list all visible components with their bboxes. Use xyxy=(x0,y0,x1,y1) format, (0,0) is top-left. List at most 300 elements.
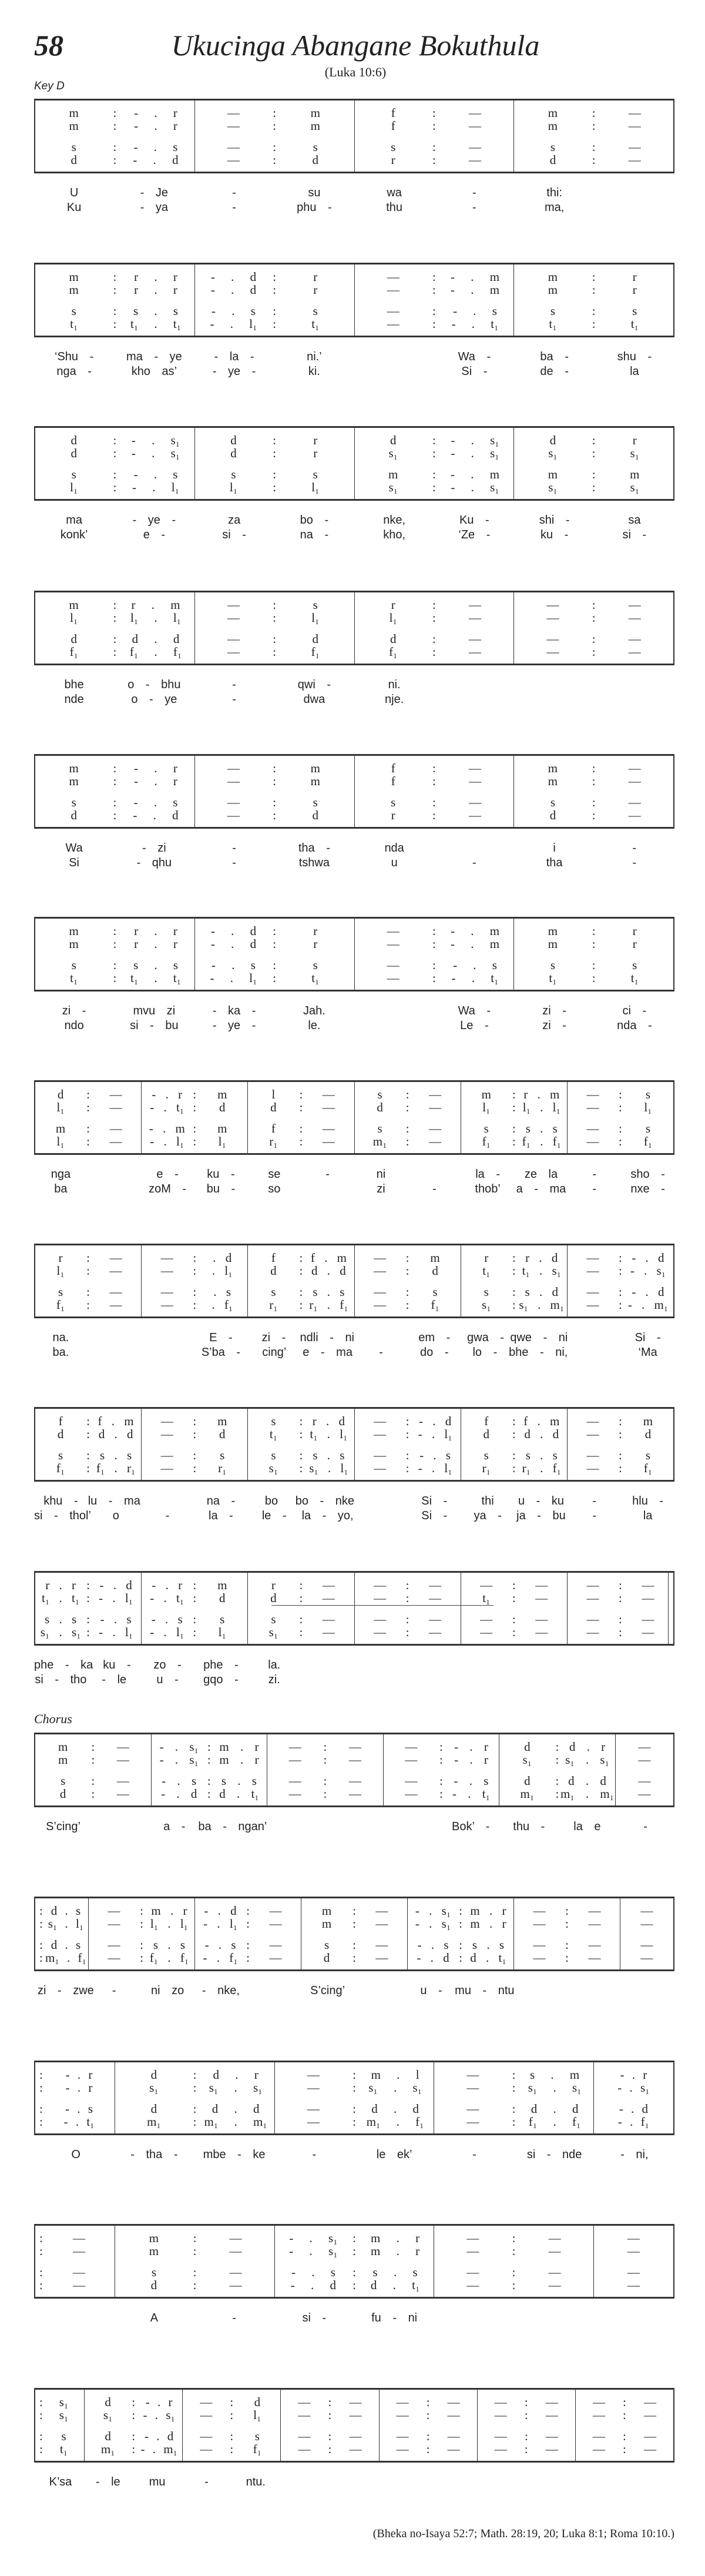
bass-part xyxy=(115,2115,274,2128)
beat-separator: : xyxy=(512,1100,516,1114)
bass-part xyxy=(355,1462,461,1475)
note-beat: r xyxy=(632,433,637,447)
beat-separator: : xyxy=(459,1938,462,1952)
beat-separator: : xyxy=(39,2081,43,2095)
lyric-syllables xyxy=(325,1819,383,1834)
note-beat: — xyxy=(592,2429,605,2443)
note-beat: — xyxy=(73,2278,86,2292)
note-beat: s xyxy=(151,2265,156,2279)
note-beat: d xyxy=(270,1100,277,1114)
note-beat: - . t₁ xyxy=(451,971,499,985)
beat-separator: : xyxy=(512,1134,516,1148)
note-beat: - . m xyxy=(450,270,500,284)
note-beat: - . m₁ xyxy=(140,2442,177,2456)
bass-part xyxy=(35,2115,115,2128)
beat-separator: : xyxy=(113,808,117,822)
note-beat: - . l₁ xyxy=(150,1134,184,1148)
note-beat: d . d xyxy=(132,632,180,646)
alto-part xyxy=(195,447,354,460)
lyric-syllables: ‘Shu - xyxy=(55,350,94,363)
note-beat: — xyxy=(533,1951,546,1965)
note-beat: — xyxy=(586,1448,599,1462)
bass-part xyxy=(35,1787,151,1800)
beat-separator: : xyxy=(86,1251,90,1265)
note-beat: m xyxy=(69,761,79,775)
note-beat: m xyxy=(217,1121,227,1135)
score-system xyxy=(34,1897,674,1997)
note-beat: s . s xyxy=(313,1448,345,1462)
alto-part xyxy=(514,611,673,624)
tenor-part xyxy=(355,1613,461,1626)
beat-separator: : xyxy=(512,2081,516,2095)
note-beat: - . t₁ xyxy=(150,1100,184,1114)
beat-separator: : xyxy=(113,632,117,646)
bass-part xyxy=(301,1951,407,1964)
note-beat: — xyxy=(628,632,641,646)
note-beat: d xyxy=(57,1427,64,1441)
note-beat: d xyxy=(524,1774,531,1788)
tenor-part xyxy=(152,1774,267,1787)
lyric-syllables: ba xyxy=(54,1183,68,1195)
note-beat: s₁ xyxy=(59,2395,69,2409)
lyric-syllables: - xyxy=(232,693,236,706)
note-beat: d . d xyxy=(212,2102,260,2116)
tenor-part xyxy=(195,959,354,972)
note-beat: d . t₁ xyxy=(470,1951,506,1965)
note-beat: - . r xyxy=(145,2395,173,2409)
lyric-measure xyxy=(568,1493,674,1509)
measure xyxy=(35,101,194,172)
lyric-measure xyxy=(34,364,194,379)
lyric-syllables xyxy=(595,677,674,692)
note-beat: s₁ xyxy=(548,446,558,460)
measure xyxy=(84,2390,182,2461)
beat-separator: : xyxy=(512,1591,516,1605)
lyric-syllables xyxy=(354,1672,408,1687)
alto-part xyxy=(35,119,194,132)
beat-separator: : xyxy=(619,1448,622,1462)
lyric-line-1 xyxy=(34,840,674,856)
note-beat: d xyxy=(312,153,319,167)
note-beat: t₁ xyxy=(70,971,78,985)
beat-separator: : xyxy=(592,645,596,659)
beat-separator: : xyxy=(86,1264,90,1278)
tenor-part xyxy=(355,959,514,972)
lyric-measure xyxy=(354,349,515,364)
lyric-syllables: cing’ xyxy=(262,1346,287,1359)
beat-separator: : xyxy=(555,1740,559,1754)
note-beat: — xyxy=(227,632,240,646)
alto-part xyxy=(301,1917,407,1930)
measure xyxy=(477,2390,575,2461)
beat-separator: : xyxy=(512,1427,516,1441)
note-beat: s . s xyxy=(472,1938,505,1952)
beat-separator: : xyxy=(193,1625,197,1639)
note-beat: — xyxy=(429,1121,442,1135)
lyric-line-2 xyxy=(34,364,674,379)
tenor-part xyxy=(35,959,194,972)
note-beat: s xyxy=(645,1121,651,1135)
lyric-syllables: K’sa xyxy=(49,2475,72,2488)
note-beat: — xyxy=(546,632,559,646)
lyric-measure xyxy=(194,1003,355,1019)
lyric-measure xyxy=(34,692,194,707)
lyric-syllables: - ni, xyxy=(620,2148,649,2161)
beat-separator: : xyxy=(39,2068,43,2082)
beat-separator: : xyxy=(113,433,117,447)
lyric-measure xyxy=(141,1345,248,1360)
note-beat: — xyxy=(535,1625,548,1639)
lyric-syllables: sa xyxy=(628,514,641,527)
soprano-part xyxy=(461,1088,567,1101)
lyric-syllables: tha - xyxy=(298,842,330,855)
bass-part xyxy=(514,645,673,658)
lyric-syllables xyxy=(354,1983,408,1998)
lyric-measure xyxy=(461,1672,568,1687)
note-beat: — xyxy=(160,1414,173,1428)
tenor-part xyxy=(248,1285,354,1298)
note-beat: s₁ . s₁ xyxy=(368,2081,422,2095)
lyric-syllables: - xyxy=(472,201,476,214)
lyric-syllables: zi - xyxy=(261,1331,286,1344)
note-beat: - . s xyxy=(453,958,497,972)
note-beat: f₁ xyxy=(253,2442,261,2456)
note-beat: — xyxy=(73,2244,86,2258)
soprano-part xyxy=(35,1251,141,1264)
beat-separator: : xyxy=(512,1448,516,1462)
note-beat: l₁ xyxy=(482,1100,491,1114)
beat-separator: : xyxy=(273,774,277,788)
bass-part xyxy=(275,2279,434,2292)
note-beat: - . r xyxy=(134,119,177,133)
tenor-part xyxy=(248,1613,354,1626)
soprano-part xyxy=(408,1904,513,1917)
lyric-line-1 xyxy=(34,2310,674,2326)
lyric-measure xyxy=(247,1672,354,1687)
note-beat: - . s₁ xyxy=(630,1264,666,1278)
bass-part xyxy=(85,2443,182,2456)
lyric-line-1 xyxy=(34,1167,674,1182)
beat-separator: : xyxy=(113,774,117,788)
note-beat: s xyxy=(313,140,318,154)
measure xyxy=(513,592,673,664)
beat-separator: : xyxy=(39,1938,43,1952)
lyric-measure xyxy=(247,1508,354,1523)
note-beat: — xyxy=(160,1298,173,1312)
lyric-syllables: S’cing’ xyxy=(46,1820,80,1833)
lyric-syllables: shu - xyxy=(617,350,652,363)
lyric-syllables: e - ma xyxy=(303,1346,352,1359)
soprano-part xyxy=(35,1415,141,1428)
alto-part xyxy=(616,1753,673,1766)
lyric-measure xyxy=(568,1345,674,1360)
lyric-syllables xyxy=(141,1330,194,1345)
beat-separator: : xyxy=(405,1612,409,1626)
note-beat: d xyxy=(150,2068,157,2082)
note-beat: — xyxy=(429,1100,442,1114)
staff-table xyxy=(34,754,674,829)
measure xyxy=(115,2226,274,2297)
lyric-syllables: e - xyxy=(156,1168,179,1181)
tie-line xyxy=(271,1605,494,1606)
beat-separator: : xyxy=(555,1753,559,1767)
lyric-measure xyxy=(616,1819,674,1834)
note-beat: s₁ xyxy=(268,1461,278,1475)
lyric-syllables xyxy=(408,1672,461,1687)
beat-separator: : xyxy=(592,598,596,612)
lyric-syllables: phu - xyxy=(297,201,332,214)
beat-separator: : xyxy=(352,2265,356,2279)
note-beat: m . r xyxy=(219,1740,259,1754)
lyric-measure xyxy=(354,185,515,200)
lyric-syllables: - xyxy=(232,842,236,855)
alto-part xyxy=(384,1753,499,1766)
note-beat: - . l₁ xyxy=(99,1591,133,1605)
lyric-line-1 xyxy=(34,185,674,200)
alto-part xyxy=(355,611,514,624)
beat-separator: : xyxy=(193,1591,197,1605)
lyric-syllables xyxy=(88,1330,141,1345)
lyric-syllables: nke, xyxy=(383,514,406,527)
lyric-syllables xyxy=(354,1003,434,1019)
lyric-measure xyxy=(247,1167,354,1182)
tenor-part xyxy=(461,1285,567,1298)
beat-separator: : xyxy=(512,1625,516,1639)
tenor-part xyxy=(514,796,673,809)
soprano-part xyxy=(195,270,354,283)
beat-separator: : xyxy=(39,2244,43,2258)
lyric-syllables xyxy=(301,1672,354,1687)
lyric-measure xyxy=(354,1018,515,1033)
tenor-part xyxy=(195,304,354,317)
alto-part xyxy=(355,1428,461,1441)
lyric-measure xyxy=(34,1508,141,1523)
lyric-syllables: dwa xyxy=(303,693,325,706)
lyric-measure xyxy=(83,2474,182,2490)
note-beat: t₁ xyxy=(630,971,639,985)
note-beat: m . r xyxy=(151,1904,187,1918)
alto-part xyxy=(35,1101,141,1114)
measure xyxy=(194,428,354,499)
soprano-part xyxy=(195,762,354,775)
note-beat: — xyxy=(108,1938,120,1952)
bass-part xyxy=(35,972,194,984)
soprano-part xyxy=(514,762,673,775)
lyric-syllables: ma - ye xyxy=(126,350,182,363)
note-beat: — xyxy=(586,1251,599,1265)
note-beat: r . d xyxy=(312,1414,345,1428)
beat-separator: : xyxy=(86,1612,90,1626)
note-beat: t₁ xyxy=(482,1591,491,1605)
note-beat: s₁ xyxy=(388,446,398,460)
soprano-part xyxy=(355,1088,461,1101)
beat-separator: : xyxy=(299,1298,303,1312)
measure xyxy=(194,592,354,664)
lyric-measure xyxy=(354,1003,515,1019)
lyric-syllables: lu - ma xyxy=(88,1495,140,1508)
tenor-part xyxy=(35,1613,141,1626)
lyric-measure xyxy=(515,840,675,856)
note-beat: s . s xyxy=(525,1121,558,1135)
beat-separator: : xyxy=(113,119,117,133)
beat-separator: : xyxy=(39,1951,43,1965)
bass-part xyxy=(355,1626,461,1639)
note-beat: s xyxy=(231,467,236,481)
measure xyxy=(194,1898,301,1969)
lyric-syllables: bo xyxy=(264,1495,278,1508)
alto-part xyxy=(461,1101,567,1114)
lyric-syllables: Wa - xyxy=(458,1004,491,1017)
beat-separator: : xyxy=(140,1938,143,1952)
measure xyxy=(35,1409,141,1480)
beat-separator: : xyxy=(39,2102,43,2116)
note-beat: - . d xyxy=(210,283,257,297)
soprano-part xyxy=(152,1740,267,1753)
tenor-part xyxy=(568,1613,673,1626)
lyric-syllables: ni zo xyxy=(150,1984,184,1997)
note-beat: r xyxy=(313,270,318,284)
lyric-syllables: la - yo, xyxy=(301,1509,354,1522)
note-beat: m xyxy=(548,761,558,775)
note-beat: d xyxy=(70,433,77,447)
beat-separator: : xyxy=(299,1448,303,1462)
lyric-measure xyxy=(301,1983,408,1998)
lyric-syllables: - xyxy=(232,186,236,199)
note-beat: — xyxy=(269,1938,282,1952)
note-beat: — xyxy=(628,119,641,133)
chorus-label: Chorus xyxy=(34,1711,72,1726)
beat-separator: : xyxy=(91,1753,95,1767)
lyric-measure xyxy=(478,2474,576,2490)
note-beat: - . s xyxy=(212,304,256,318)
alto-part xyxy=(35,1592,141,1604)
note-beat: m xyxy=(643,1414,653,1428)
bass-part xyxy=(434,2279,593,2292)
bass-part xyxy=(35,1951,88,1964)
lyric-measure xyxy=(34,2147,114,2162)
note-beat: s xyxy=(71,467,76,481)
beat-separator: : xyxy=(113,270,117,284)
note-beat: — xyxy=(200,2442,213,2456)
note-beat: s . s xyxy=(313,1285,345,1299)
beat-separator: : xyxy=(86,1087,90,1101)
note-beat: — xyxy=(109,1100,122,1114)
soprano-part xyxy=(355,1579,461,1592)
lyric-syllables xyxy=(354,1493,408,1509)
lyric-measure xyxy=(247,1493,354,1509)
score-system xyxy=(34,917,674,1032)
lyric-syllables: em - xyxy=(418,1331,451,1344)
measure xyxy=(35,2390,84,2461)
lyric-syllables: a - ma xyxy=(516,1183,566,1195)
measure xyxy=(280,2390,378,2461)
beat-separator: : xyxy=(39,2442,43,2456)
lyric-measure xyxy=(568,1508,674,1523)
note-beat: r . r xyxy=(134,924,177,938)
note-beat: s xyxy=(58,1448,63,1462)
bass-part xyxy=(142,1135,247,1148)
beat-separator: : xyxy=(299,1121,303,1135)
alto-part xyxy=(89,1917,194,1930)
lyric-line-1 xyxy=(34,1330,674,1345)
lyric-measure xyxy=(461,1181,568,1197)
beat-separator: : xyxy=(432,153,436,167)
soprano-part xyxy=(35,1740,151,1753)
beat-separator: : xyxy=(207,1787,211,1801)
note-beat: m . r xyxy=(470,1904,506,1918)
score-system xyxy=(34,263,674,378)
note-beat: f . m xyxy=(523,1414,560,1428)
beat-separator: : xyxy=(592,304,596,318)
note-beat: d xyxy=(270,1591,277,1605)
tenor-part xyxy=(195,632,354,645)
beat-separator: : xyxy=(432,795,436,809)
tenor-part xyxy=(461,1122,567,1135)
note-beat: — xyxy=(586,1121,599,1135)
lyric-syllables: - xyxy=(592,1495,597,1508)
note-beat: — xyxy=(108,1951,120,1965)
alto-part xyxy=(35,1753,151,1766)
alto-part xyxy=(355,775,514,788)
lyric-syllables: Jah. xyxy=(303,1004,325,1017)
lyric-syllables: - xyxy=(112,1984,116,1997)
measure xyxy=(194,101,354,172)
lyric-syllables xyxy=(515,1983,568,1998)
note-beat: r xyxy=(484,1251,489,1265)
note-beat: — xyxy=(588,1904,601,1918)
beat-separator: : xyxy=(432,611,436,625)
beat-separator: : xyxy=(113,106,117,120)
lyric-syllables xyxy=(515,2310,595,2326)
soprano-part xyxy=(568,1251,673,1264)
note-beat: f₁ xyxy=(311,645,320,659)
beat-separator: : xyxy=(113,795,117,809)
bass-part xyxy=(248,1298,354,1311)
lyric-measure xyxy=(34,1003,194,1019)
note-beat: — xyxy=(349,2395,362,2409)
staff-table xyxy=(34,1733,674,1807)
measure xyxy=(461,1409,567,1480)
bass-part xyxy=(115,2279,274,2292)
note-beat: — xyxy=(288,1753,301,1767)
note-beat: — xyxy=(494,2395,507,2409)
alto-part xyxy=(620,1917,673,1930)
note-beat: - . m₁ xyxy=(627,1298,669,1312)
measure xyxy=(247,1573,354,1644)
lyric-syllables: - le xyxy=(95,2475,120,2488)
note-beat: — xyxy=(375,1904,388,1918)
lyric-syllables: - tha - xyxy=(130,2148,178,2161)
lyric-syllables: nxe - xyxy=(630,1183,665,1195)
lyric-syllables: E - xyxy=(209,1331,233,1344)
note-beat: — xyxy=(322,1100,335,1114)
beat-separator: : xyxy=(619,1134,622,1148)
soprano-part xyxy=(576,2396,673,2408)
beat-separator: : xyxy=(592,958,596,972)
beat-separator: : xyxy=(512,1612,516,1626)
beat-separator: : xyxy=(193,1100,197,1114)
note-beat: m xyxy=(548,937,558,951)
beat-separator: : xyxy=(352,2068,356,2082)
beat-separator: : xyxy=(619,1591,622,1605)
lyric-line-2 xyxy=(34,200,674,215)
bass-part xyxy=(568,1298,673,1311)
note-beat: — xyxy=(494,2429,507,2443)
beat-separator: : xyxy=(512,1121,516,1135)
note-beat: d xyxy=(70,153,77,167)
beat-separator: : xyxy=(405,1414,409,1428)
note-beat: d . r xyxy=(569,1740,606,1754)
